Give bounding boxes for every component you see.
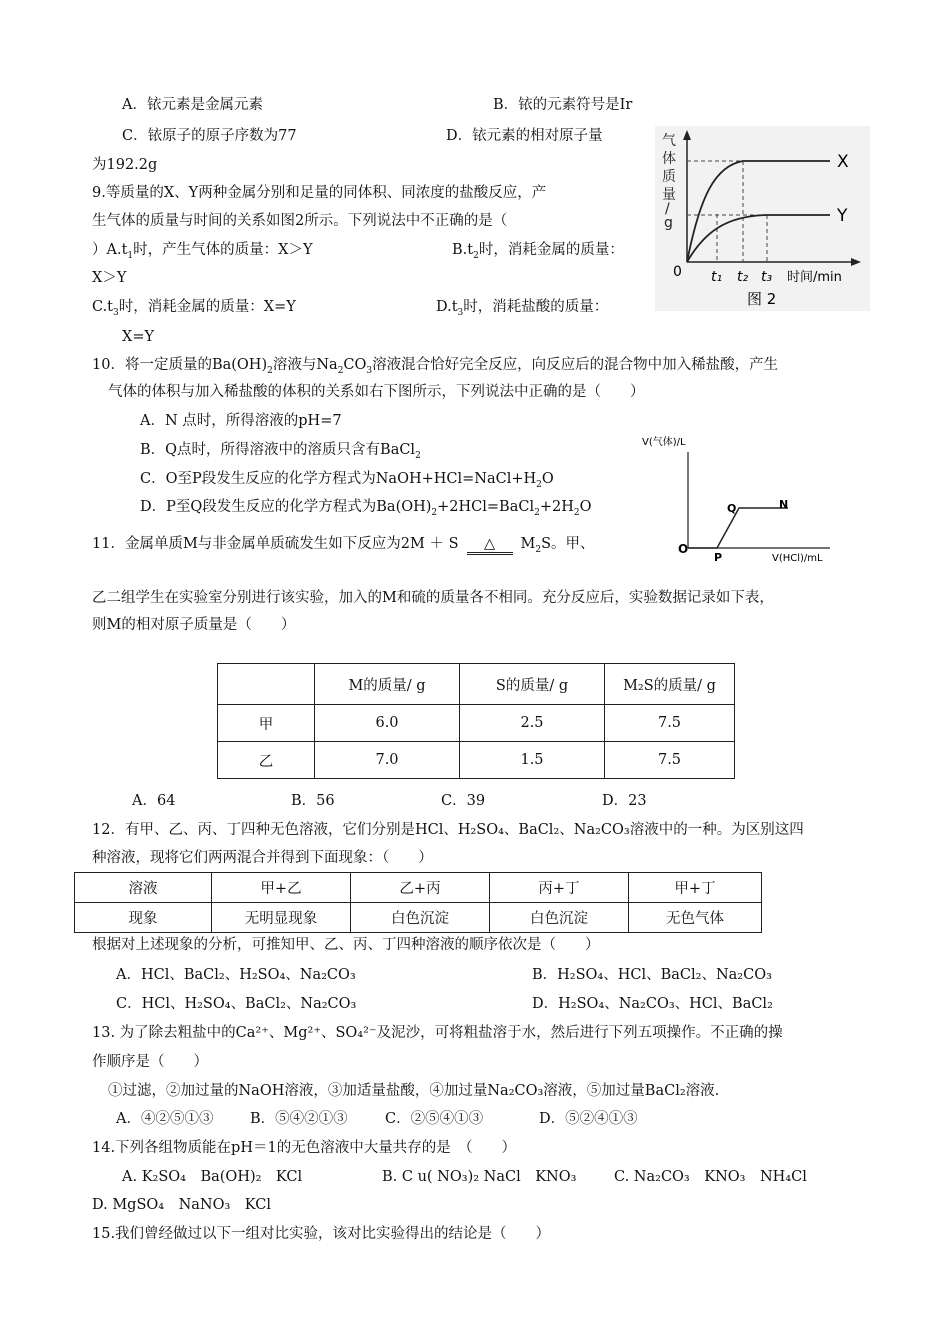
table-cell: 现象 bbox=[75, 903, 212, 933]
fig10-x-label: V(HCl)/mL bbox=[772, 553, 823, 564]
fig2-ylabel-char: g bbox=[664, 215, 673, 231]
q13-option-b: B．⑤④②①③ bbox=[250, 1111, 348, 1127]
table-row bbox=[218, 705, 735, 742]
table-cell: 1.5 bbox=[460, 742, 605, 779]
fig2-tick-t1: t₁ bbox=[711, 269, 723, 285]
fig10-curve bbox=[688, 508, 788, 548]
fig2-series-y-label: Y bbox=[837, 206, 848, 226]
q10-option-a: A．N 点时，所得溶液的pH=7 bbox=[140, 413, 342, 429]
q13-option-c: C．②⑤④①③ bbox=[385, 1111, 484, 1127]
table-row bbox=[75, 903, 762, 933]
table-cell: 乙 bbox=[218, 742, 315, 779]
q11-option-d: D．23 bbox=[602, 793, 647, 809]
fig2-ylabel-char: 体 bbox=[662, 151, 676, 167]
table-header-cell: M₂S的质量/ g bbox=[605, 664, 735, 705]
q9-option-b-cont: X＞Y bbox=[92, 270, 127, 286]
table-cell: 无色气体 bbox=[629, 903, 762, 933]
fig2-series-x-label: X bbox=[837, 152, 849, 172]
fig2-ylabel-char: 气 bbox=[662, 133, 676, 149]
table-header-cell: 乙+丙 bbox=[351, 873, 490, 903]
q13-stem-line1: 13. 为了除去粗盐中的Ca²⁺、Mg²⁺、SO₄²⁻及泥沙，可将粗盐溶于水，然后进行下列五项操作。不正确的操 bbox=[92, 1025, 783, 1041]
q14-option-c: C. Na₂CO₃ KNO₃ NH₄Cl bbox=[614, 1169, 807, 1185]
q11-option-c: C．39 bbox=[441, 793, 486, 809]
q12-option-d: D．H₂SO₄、Na₂CO₃、HCl、BaCl₂ bbox=[532, 996, 773, 1012]
figure-10-gas-volume-graph bbox=[640, 430, 840, 565]
q10-stem-line1: 10．将一定质量的$Ba(OH)_2$溶液与$Na_2CO_3$溶液混合恰好完全反应，向反应后的混合物中加入稀盐酸，产生 bbox=[92, 357, 779, 376]
q14-option-d: D. MgSO₄ NaNO₃ KCl bbox=[92, 1197, 271, 1213]
fig10-point-n: N bbox=[779, 498, 789, 511]
fig10-point-p: P bbox=[714, 551, 723, 564]
q12-option-a: A．HCl、BaCl₂、H₂SO₄、Na₂CO₃ bbox=[116, 967, 356, 983]
fig2-origin: 0 bbox=[673, 264, 682, 280]
q9-stem-line2: 生气体的质量与时间的关系如图2所示。下列说法中不正确的是（ bbox=[92, 213, 508, 229]
fig2-ylabel-char: 量 bbox=[662, 187, 676, 203]
q9-option-b: $B.t_2$时，消耗金属的质量： bbox=[452, 242, 624, 261]
fig2-tick-t3: t₃ bbox=[761, 269, 773, 285]
q9-option-c: $C.t_3$时，消耗金属的质量：X=Y bbox=[92, 299, 296, 318]
fig2-x-label: 时间/min bbox=[787, 270, 842, 285]
q9-stem-line1: 9.等质量的X、Y两种金属分别和足量的同体积、同浓度的盐酸反应，产 bbox=[92, 185, 547, 201]
q13-steps: ①过滤，②加过量的NaOH溶液，③加适量盐酸，④加过量Na₂CO₃溶液，⑤加过量BaCl₂溶液. bbox=[108, 1083, 720, 1099]
q11-option-a: A．64 bbox=[132, 793, 176, 809]
table-row bbox=[75, 873, 762, 903]
q10-option-c: C．O至P段发生反应的化学方程式为$NaOH+HCl=NaCl+H_2O$ bbox=[140, 471, 554, 490]
q11-stem-line2: 乙二组学生在实验室分别进行该实验，加入的M和硫的质量各不相同。充分反应后，实验数据记录如下表， bbox=[92, 590, 774, 606]
table-header-cell bbox=[218, 664, 315, 705]
q8-option-d-cont: 为192.2g bbox=[92, 157, 158, 173]
q12-stem-line1: 12．有甲、乙、丙、丁四种无色溶液，它们分别是HCl、H₂SO₄、BaCl₂、Na₂CO₃溶液中的一种。为区别这四 bbox=[92, 822, 804, 838]
table-header-cell: 丙+丁 bbox=[490, 873, 629, 903]
q13-option-a: A．④②⑤①③ bbox=[116, 1111, 214, 1127]
fig2-caption: 图 2 bbox=[747, 290, 777, 308]
table-header-cell: 甲+丁 bbox=[629, 873, 762, 903]
q12-option-b: B．H₂SO₄、HCl、BaCl₂、Na₂CO₃ bbox=[532, 967, 772, 983]
fig2-tick-t2: t₂ bbox=[737, 269, 749, 285]
q8-option-c: C．铱原子的原子序数为77 bbox=[122, 128, 297, 144]
table-cell: 7.5 bbox=[605, 742, 735, 779]
table-header-cell: 溶液 bbox=[75, 873, 212, 903]
q11-stem-line1: 11．金属单质M与非金属单质硫发生如下反应为2M ＋ S △ $M_2S$。甲、 bbox=[92, 536, 595, 555]
fig10-origin: O bbox=[678, 542, 689, 556]
q11-stem-line3: 则M的相对原子质量是（ ） bbox=[92, 617, 296, 633]
q10-stem-line2: 气体的体积与加入稀盐酸的体积的关系如右下图所示，下列说法中正确的是（ ） bbox=[108, 384, 645, 400]
table-header-cell: M的质量/ g bbox=[315, 664, 460, 705]
fig2-ylabel-char: 质 bbox=[662, 169, 676, 185]
fig10-point-q: Q bbox=[727, 502, 737, 515]
table-cell: 6.0 bbox=[315, 705, 460, 742]
table-cell: 7.5 bbox=[605, 705, 735, 742]
table-cell: 7.0 bbox=[315, 742, 460, 779]
q14-option-b: B. C u( NO₃)₂ NaCl KNO₃ bbox=[382, 1169, 577, 1185]
q11-option-b: B．56 bbox=[291, 793, 335, 809]
q8-option-d: D．铱元素的相对原子量 bbox=[446, 128, 603, 144]
table-cell: 无明显现象 bbox=[212, 903, 351, 933]
q12-phenomena-table bbox=[74, 872, 762, 933]
q8-option-a: A．铱元素是金属元素 bbox=[122, 97, 263, 113]
q12-stem-line2: 种溶液，现将它们两两混合并得到下面现象：（ ） bbox=[92, 850, 433, 866]
table-cell: 白色沉淀 bbox=[490, 903, 629, 933]
table-row bbox=[218, 742, 735, 779]
q10-option-b: B．Q点时，所得溶液中的溶质只含有BaCl$_2$ bbox=[140, 442, 421, 461]
q12-option-c: C．HCl、H₂SO₄、BaCl₂、Na₂CO₃ bbox=[116, 996, 357, 1012]
fig10-y-label: V(气体)/L bbox=[642, 437, 686, 448]
q11-data-table bbox=[217, 663, 735, 779]
q12-question: 根据对上述现象的分析，可推知甲、乙、丙、丁四种溶液的顺序依次是（ ） bbox=[92, 937, 600, 953]
table-cell: 白色沉淀 bbox=[351, 903, 490, 933]
table-cell: 甲 bbox=[218, 705, 315, 742]
q14-option-a: A. K₂SO₄ Ba(OH)₂ KCl bbox=[122, 1169, 303, 1185]
q15-stem: 15.我们曾经做过以下一组对比实验，该对比实验得出的结论是（ ） bbox=[92, 1226, 551, 1242]
q8-option-b: B．铱的元素符号是Ir bbox=[493, 97, 633, 113]
q9-option-a: ）$A.t_1$时，产生气体的质量：X＞Y bbox=[92, 242, 313, 261]
table-header-cell: 甲+乙 bbox=[212, 873, 351, 903]
q14-stem: 14.下列各组物质能在pH＝1的无色溶液中大量共存的是 （ ） bbox=[92, 1140, 516, 1156]
table-header-cell: S的质量/ g bbox=[460, 664, 605, 705]
q13-option-d: D．⑤②④①③ bbox=[539, 1111, 638, 1127]
table-cell: 2.5 bbox=[460, 705, 605, 742]
q9-option-d-cont: X=Y bbox=[122, 329, 155, 345]
q10-option-d: D．P至Q段发生反应的化学方程式为$Ba(OH)_2+2HCl=BaCl_2+2H_2O$ bbox=[140, 499, 592, 518]
q13-stem-line2: 作顺序是（ ） bbox=[92, 1054, 208, 1070]
q9-option-d: $D.t_3$时，消耗盐酸的质量： bbox=[436, 299, 609, 318]
fig2-ylabel-char: / bbox=[665, 201, 670, 217]
q11-heat-condition: △ bbox=[467, 536, 513, 555]
figure-2-gas-mass-graph bbox=[655, 126, 870, 311]
table-row bbox=[218, 664, 735, 705]
